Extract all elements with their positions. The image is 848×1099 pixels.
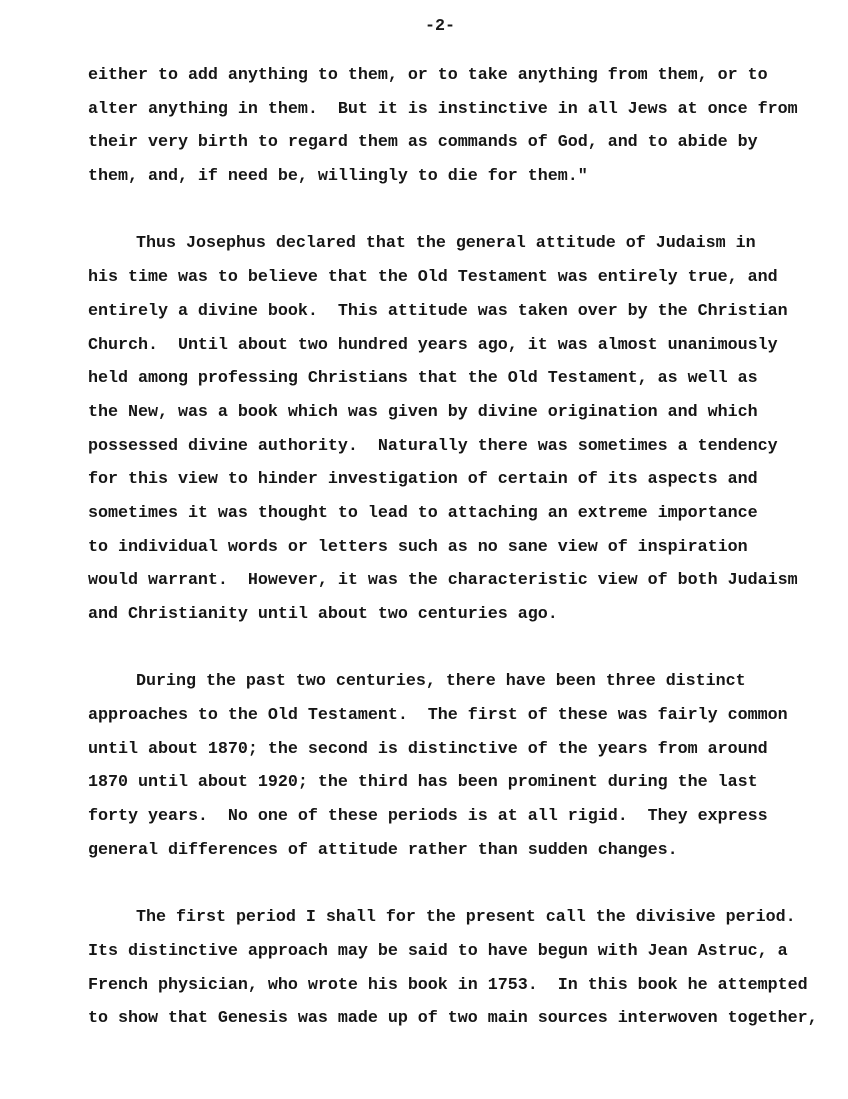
text-line: The first period I shall for the present call the divisive period. bbox=[136, 908, 796, 928]
text-line: forty years. No one of these periods is at all rigid. They express bbox=[88, 807, 768, 827]
text-line: Its distinctive approach may be said to have begun with Jean Astruc, a bbox=[88, 941, 788, 961]
text-line: general differences of attitude rather than sudden changes. bbox=[88, 840, 678, 860]
text-line: their very birth to regard them as commands of God, and to abide by bbox=[88, 133, 758, 153]
paragraph bbox=[88, 901, 828, 1036]
page-number: -2- bbox=[424, 17, 456, 36]
paragraph bbox=[88, 59, 828, 194]
text-line: sometimes it was thought to lead to attaching an extreme importance bbox=[88, 503, 758, 523]
text-line: would warrant. However, it was the characteristic view of both Judaism bbox=[88, 571, 798, 591]
paragraph bbox=[88, 227, 828, 631]
text-line: approaches to the Old Testament. The first of these was fairly common bbox=[88, 706, 788, 726]
paragraph bbox=[88, 665, 828, 867]
text-line: to show that Genesis was made up of two main sources interwoven together, bbox=[88, 1009, 818, 1029]
text-line: either to add anything to them, or to take anything from them, or to bbox=[88, 66, 768, 85]
document-body bbox=[88, 59, 828, 1070]
text-line: alter anything in them. But it is instinctive in all Jews at once from bbox=[88, 99, 798, 119]
text-line: held among professing Christians that the Old Testament, as well as bbox=[88, 369, 758, 389]
text-line: to individual words or letters such as no sane view of inspiration bbox=[88, 537, 748, 557]
text-line: the New, was a book which was given by divine origination and which bbox=[88, 402, 758, 422]
text-line: possessed divine authority. Naturally there was sometimes a tendency bbox=[88, 436, 778, 456]
text-line: and Christianity until about two centuries ago. bbox=[88, 605, 558, 624]
text-line: Church. Until about two hundred years ago, it was almost unanimously bbox=[88, 335, 778, 355]
text-line: his time was to believe that the Old Testament was entirely true, and bbox=[88, 268, 778, 288]
text-line: until about 1870; the second is distinctive of the years from around bbox=[88, 739, 768, 759]
text-line: entirely a divine book. This attitude was taken over by the Christian bbox=[88, 301, 788, 321]
text-line: them, and, if need be, willingly to die for them." bbox=[88, 167, 588, 187]
text-line: 1870 until about 1920; the third has been prominent during the last bbox=[88, 773, 758, 793]
text-line: French physician, who wrote his book in 1753. In this book he attempted bbox=[88, 975, 808, 995]
text-line: Thus Josephus declared that the general attitude of Judaism in bbox=[136, 234, 756, 254]
text-line: for this view to hinder investigation of certain of its aspects and bbox=[88, 470, 758, 490]
text-line: During the past two centuries, there have been three distinct bbox=[136, 672, 746, 692]
